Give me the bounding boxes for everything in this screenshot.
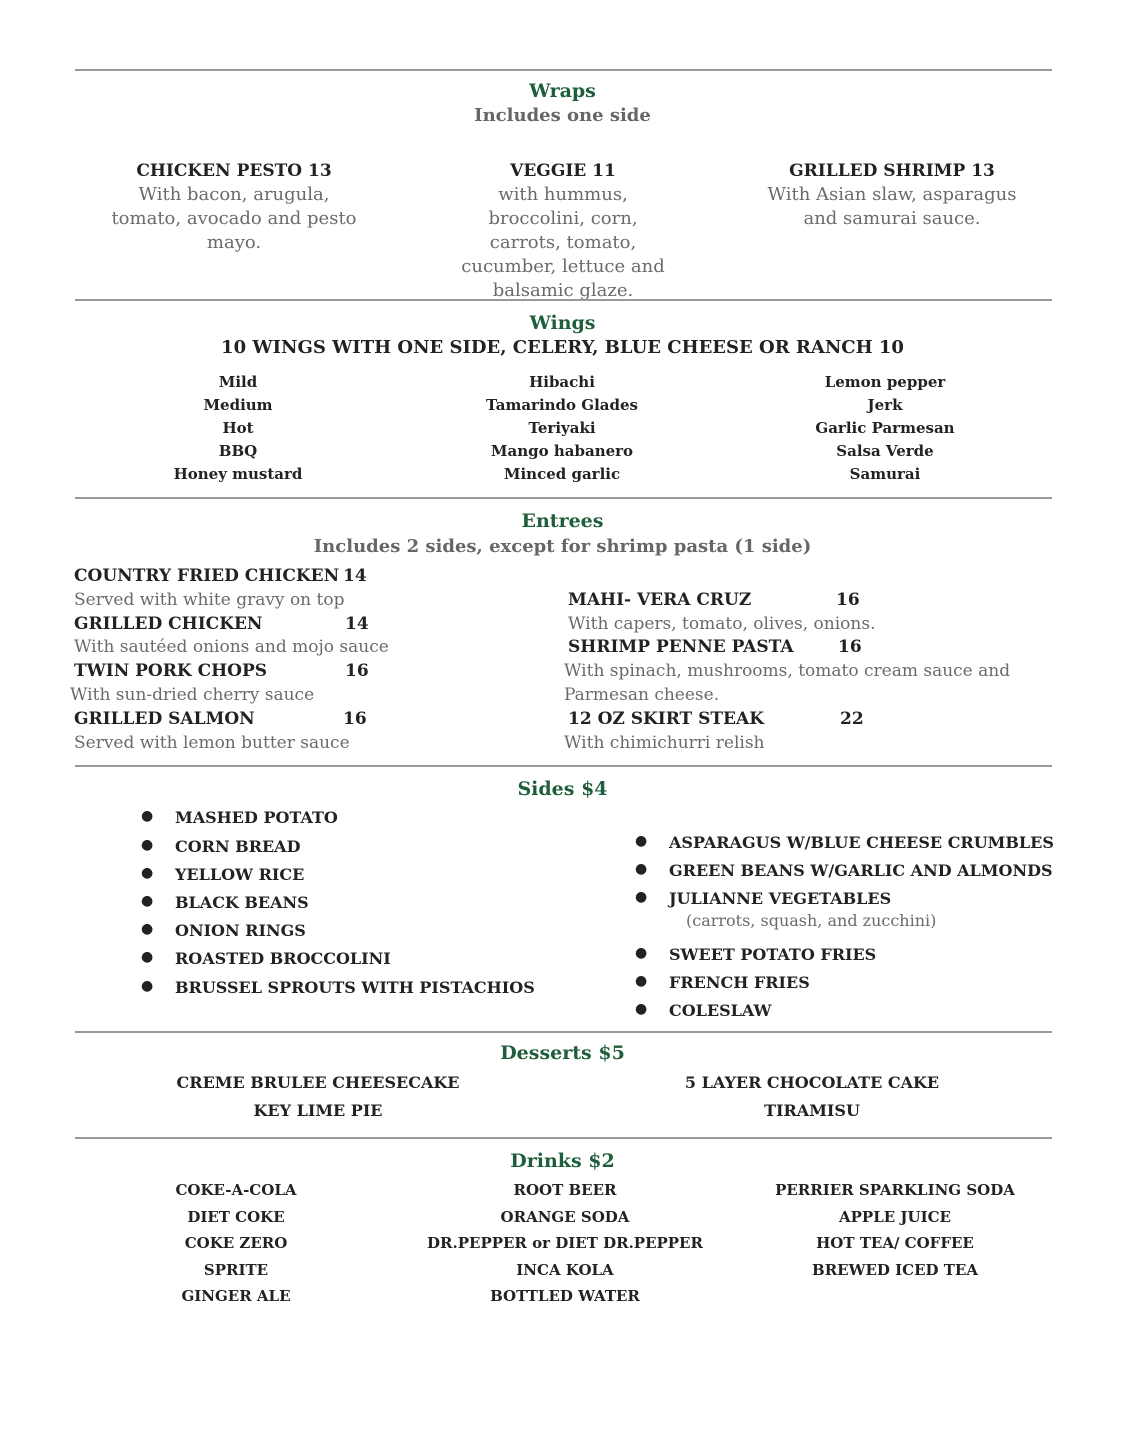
dessert-item: TIRAMISU [764,1101,860,1120]
wing-flavor: Honey mustard [173,465,303,483]
entree-name: COUNTRY FRIED CHICKEN [74,566,340,586]
drink-item: COKE ZERO [184,1234,288,1252]
wing-flavor: Minced garlic [503,465,621,483]
drink-item: DR.PEPPER or DIET DR.PEPPER [427,1234,703,1252]
wing-flavor: Jerk [867,396,903,414]
side-note: (carrots, squash, and zucchini) [686,911,937,930]
sides-heading: Sides $4 [517,778,608,800]
entree-desc: With sautéed onions and mojo sauce [74,637,389,657]
drink-item: PERRIER SPARKLING SODA [775,1181,1015,1199]
drink-item: BOTTLED WATER [490,1287,640,1305]
divider-drinks [75,1137,1052,1139]
divider-desserts [75,1031,1052,1033]
divider-top [75,69,1052,71]
entree-desc: With capers, tomato, olives, onions. [568,614,876,634]
entree-name: MAHI- VERA CRUZ [568,590,752,610]
divider-entrees [75,497,1052,499]
wing-flavors-col-2 [412,371,712,486]
dessert-item: CREME BRULEE CHEESECAKE [176,1073,460,1092]
wrap-item-name: GRILLED SHRIMP 13 [789,161,995,181]
wing-flavor: Salsa Verde [836,442,934,460]
entree-price: 16 [836,590,860,610]
wrap-item-desc: With bacon, arugula, tomato, avocado and pesto mayo. [111,184,357,253]
side-name: CORN BREAD [175,837,301,856]
entree-name: GRILLED CHICKEN [74,614,263,634]
drink-item: DIET COKE [187,1207,285,1226]
entree-name: TWIN PORK CHOPS [74,661,268,681]
wings-heading: Wings [529,312,596,334]
divider-sides [75,765,1052,767]
side-name: COLESLAW [669,1001,772,1020]
entree-price: 14 [345,614,369,634]
bullet-icon: ● [635,1001,648,1017]
wrap-item-name: CHICKEN PESTO 13 [136,161,332,181]
wing-flavor: Hot [222,419,254,437]
side-name: ROASTED BROCCOLINI [175,949,391,968]
entree-desc: With chimichurri relish [564,733,765,753]
side-name: MASHED POTATO [175,808,338,827]
bullet-icon: ● [635,889,648,905]
entree-price: 16 [343,709,367,729]
bullet-icon: ● [635,833,648,849]
wrap-item-grilled-shrimp [742,159,1042,231]
entree-desc: With spinach, mushrooms, tomato cream sauce and [564,661,1011,681]
entree-desc: Served with white gravy on top [74,590,345,610]
bullet-icon: ● [141,893,154,909]
wing-flavor: Medium [203,396,273,414]
drinks-heading: Drinks $2 [510,1150,615,1172]
wing-flavor: Tamarindo Glades [486,396,638,414]
side-name: GREEN BEANS W/GARLIC AND ALMONDS [669,861,1053,880]
side-name: ASPARAGUS W/BLUE CHEESE CRUMBLES [669,833,1054,852]
entree-name: 12 OZ SKIRT STEAK [568,709,764,729]
drink-item: SPRITE [203,1260,269,1279]
divider-wings [75,299,1052,301]
entrees-heading: Entrees [521,510,604,532]
wing-flavor: Teriyaki [528,419,596,437]
drink-item: INCA KOLA [516,1260,614,1279]
bullet-icon: ● [635,973,648,989]
bullet-icon: ● [141,808,154,824]
desserts-heading: Desserts $5 [500,1042,625,1064]
entree-desc: With sun-dried cherry sauce [70,685,315,705]
drink-item: HOT TEA/ COFFEE [816,1234,974,1252]
wing-flavor: Mild [218,373,258,391]
entree-name: SHRIMP PENNE PASTA [568,637,794,657]
wings-subheading: 10 WINGS WITH ONE SIDE, CELERY, BLUE CHEESE OR RANCH 10 [221,337,904,358]
side-name: FRENCH FRIES [669,973,810,992]
wing-flavor: Garlic Parmesan [815,419,955,437]
drink-item: ROOT BEER [513,1181,617,1199]
entree-price: 22 [840,709,864,729]
side-name: YELLOW RICE [175,865,305,884]
drink-item: ORANGE SODA [500,1207,630,1226]
drinks-col-1 [76,1177,396,1310]
wrap-item-veggie [413,159,713,303]
bullet-icon: ● [635,861,648,877]
entree-price: 14 [343,566,367,586]
drink-item: BREWED ICED TEA [812,1260,978,1279]
side-name: BRUSSEL SPROUTS WITH PISTACHIOS [175,978,535,997]
bullet-icon: ● [141,949,154,965]
wing-flavor: BBQ [218,442,258,460]
entree-price: 16 [838,637,862,657]
entree-desc-continued: Parmesan cheese. [564,685,720,705]
entree-name: GRILLED SALMON [74,709,255,729]
wing-flavor: Mango habanero [490,442,634,460]
side-name: ONION RINGS [175,921,306,940]
wraps-subheading: Includes one side [474,105,651,126]
bullet-icon: ● [141,865,154,881]
entree-price: 16 [345,661,369,681]
bullet-icon: ● [141,837,154,853]
bullet-icon: ● [141,921,154,937]
dessert-item: 5 LAYER CHOCOLATE CAKE [684,1073,940,1092]
drink-item: GINGER ALE [181,1287,291,1305]
side-name: SWEET POTATO FRIES [669,945,877,964]
entrees-subheading: Includes 2 sides, except for shrimp pasta (1 side) [313,536,812,557]
wing-flavors-col-1 [88,371,388,486]
entree-desc: Served with lemon butter sauce [74,733,350,753]
wing-flavor: Samurai [849,465,921,483]
wing-flavor: Hibachi [529,373,595,391]
drink-item: COKE-A-COLA [175,1181,297,1199]
wing-flavor: Lemon pepper [824,373,946,391]
bullet-icon: ● [141,978,154,994]
wrap-item-chicken-pesto [84,159,384,255]
wrap-item-desc: with hummus, broccolini, corn, carrots, tomato, cucumber, lettuce and balsamic glaze. [461,184,665,301]
wrap-item-desc: With Asian slaw, asparagus and samurai sauce. [767,184,1017,229]
wrap-item-name: VEGGIE 11 [510,161,616,181]
drinks-col-2 [405,1177,725,1310]
dessert-item: KEY LIME PIE [253,1101,383,1120]
side-name: BLACK BEANS [175,893,309,912]
drink-item: APPLE JUICE [839,1207,951,1226]
side-name: JULIANNE VEGETABLES [669,889,892,908]
drinks-col-3 [735,1177,1055,1283]
bullet-icon: ● [635,945,648,961]
wraps-heading: Wraps [529,80,596,102]
wing-flavors-col-3 [735,371,1035,486]
